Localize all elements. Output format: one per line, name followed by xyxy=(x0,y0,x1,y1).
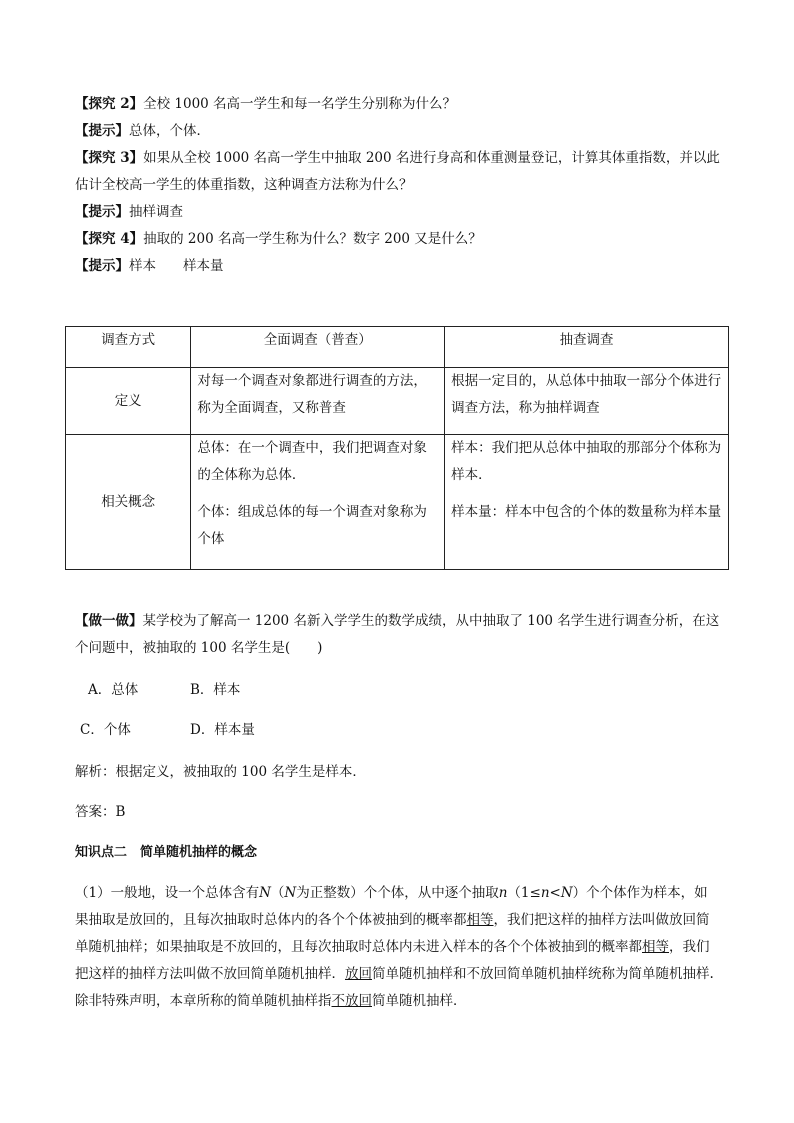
hint-text: 样本 样本量 xyxy=(129,258,224,274)
table-header-cell: 全面调查（普查） xyxy=(191,327,445,368)
hint-tag: 【提示】 xyxy=(75,258,129,274)
hint-tag: 【提示】 xyxy=(75,123,129,139)
explore-3-continuation xyxy=(75,175,413,195)
explore-tag: 【探究 2】 xyxy=(75,96,144,112)
survey-method-table xyxy=(65,326,729,570)
explore-text: 如果从全校 1000 名高一学生中抽取 200 名进行身高和体重测量登记，计算其体重指数，并以此 xyxy=(143,150,720,166)
table-header-row xyxy=(66,327,729,368)
para-text: 为正整数）个个体，从中逐个抽取 xyxy=(296,885,499,901)
table-row-definition xyxy=(66,368,729,435)
cell-text: 总体：在一个调查中，我们把调查对象的全体称为总体． xyxy=(197,440,427,483)
row-label: 定义 xyxy=(66,368,191,435)
explore-text: 抽取的 200 名高一学生称为什么？数字 200 又是什么？ xyxy=(143,231,482,247)
para-text: < xyxy=(549,885,561,901)
option-b: B．样本 xyxy=(190,682,241,698)
row-label: 相关概念 xyxy=(66,435,191,570)
underlined-term: 相等 xyxy=(642,939,669,955)
table-cell xyxy=(191,368,445,435)
question-text: 某学校为了解高一 1200 名新入学学生的数学成绩，从中抽取了 100 名学生进行调查分析，在这个问题中，被抽取的 100 名学生是( ) xyxy=(75,613,720,656)
answer-text: 答案：B xyxy=(75,804,126,820)
hint-tag: 【提示】 xyxy=(75,204,129,220)
hint-line xyxy=(75,121,210,141)
analysis-text: 解析：根据定义，被抽取的 100 名学生是样本． xyxy=(75,764,366,780)
var-n: n xyxy=(498,885,508,901)
explore-tag: 【探究 4】 xyxy=(75,231,144,247)
para-text: 简单随机抽样和不放回简单随机抽样统称为简单随机抽样.除非特殊声明，本章所称的简单随机抽样指 xyxy=(75,966,714,1009)
hint-text: 抽样调查 xyxy=(129,204,183,220)
section-heading: 知识点二 简单随机抽样的概念 xyxy=(75,845,258,860)
para-text: ，我们把这样的抽样方法叫做不放回简单随机抽样． xyxy=(75,939,710,982)
explore-text: 全校 1000 名高一学生和每一名学生分别称为什么？ xyxy=(143,96,457,112)
var-N: N xyxy=(284,885,297,901)
cell-text: 个体：组成总体的每一个调查对象称为个体 xyxy=(197,504,427,547)
option-c: C．个体 xyxy=(80,722,131,738)
var-n: n xyxy=(540,885,550,901)
para-text: （1≤ xyxy=(507,885,541,901)
knowledge-paragraph xyxy=(75,880,720,1015)
explore-text: 估计全校高一学生的体重指数，这种调查方法称为什么？ xyxy=(75,177,413,193)
var-N: N xyxy=(560,885,573,901)
hint-text: 总体，个体． xyxy=(129,123,210,139)
explore-4-line xyxy=(75,229,482,249)
explore-3-line xyxy=(75,148,720,168)
table-header-cell: 抽查调查 xyxy=(445,327,729,368)
para-text: 简单随机抽样． xyxy=(372,993,467,1009)
explore-tag: 【探究 3】 xyxy=(75,150,144,166)
hint-line xyxy=(75,202,183,222)
var-N: N xyxy=(259,885,271,901)
table-row-concepts xyxy=(66,435,729,570)
cell-text: 对每一个调查对象都进行调查的方法，称为全面调查，又称普查 xyxy=(197,373,427,416)
para-text: （1）一般地，设一个总体含有 xyxy=(75,885,260,901)
table-cell xyxy=(445,368,729,435)
table-cell xyxy=(191,435,445,570)
para-text: ，我们把这样的抽样方法叫做放回简单随机抽样；如果抽取是不放回的，且每次抽取时总体内未进入样本的各个个体被抽到的概率都 xyxy=(75,912,710,955)
cell-text: 样本量：样本中包含的个体的数量称为样本量 xyxy=(451,504,722,520)
table-cell xyxy=(445,435,729,570)
exercise-tag: 【做一做】 xyxy=(75,613,143,629)
table-header-cell: 调查方式 xyxy=(66,327,191,368)
underlined-term: 放回 xyxy=(345,966,372,982)
cell-text: 样本：我们把从总体中抽取的那部分个体称为样本． xyxy=(451,440,722,483)
cell-text: 根据一定目的，从总体中抽取一部分个体进行调查方法，称为抽样调查 xyxy=(451,373,722,416)
underlined-term: 不放回 xyxy=(331,993,372,1009)
explore-2-line xyxy=(75,94,456,114)
exercise-question xyxy=(75,608,720,662)
option-d: D．样本量 xyxy=(190,722,255,738)
para-text: ）个个体作为样本，如果抽取是放回的，且每次抽取时总体内的各个个体被抽到的概率都 xyxy=(75,885,708,928)
underlined-term: 相等 xyxy=(466,912,494,928)
para-text: （ xyxy=(270,885,285,901)
option-a: A．总体 xyxy=(88,682,139,698)
hint-line xyxy=(75,256,224,276)
